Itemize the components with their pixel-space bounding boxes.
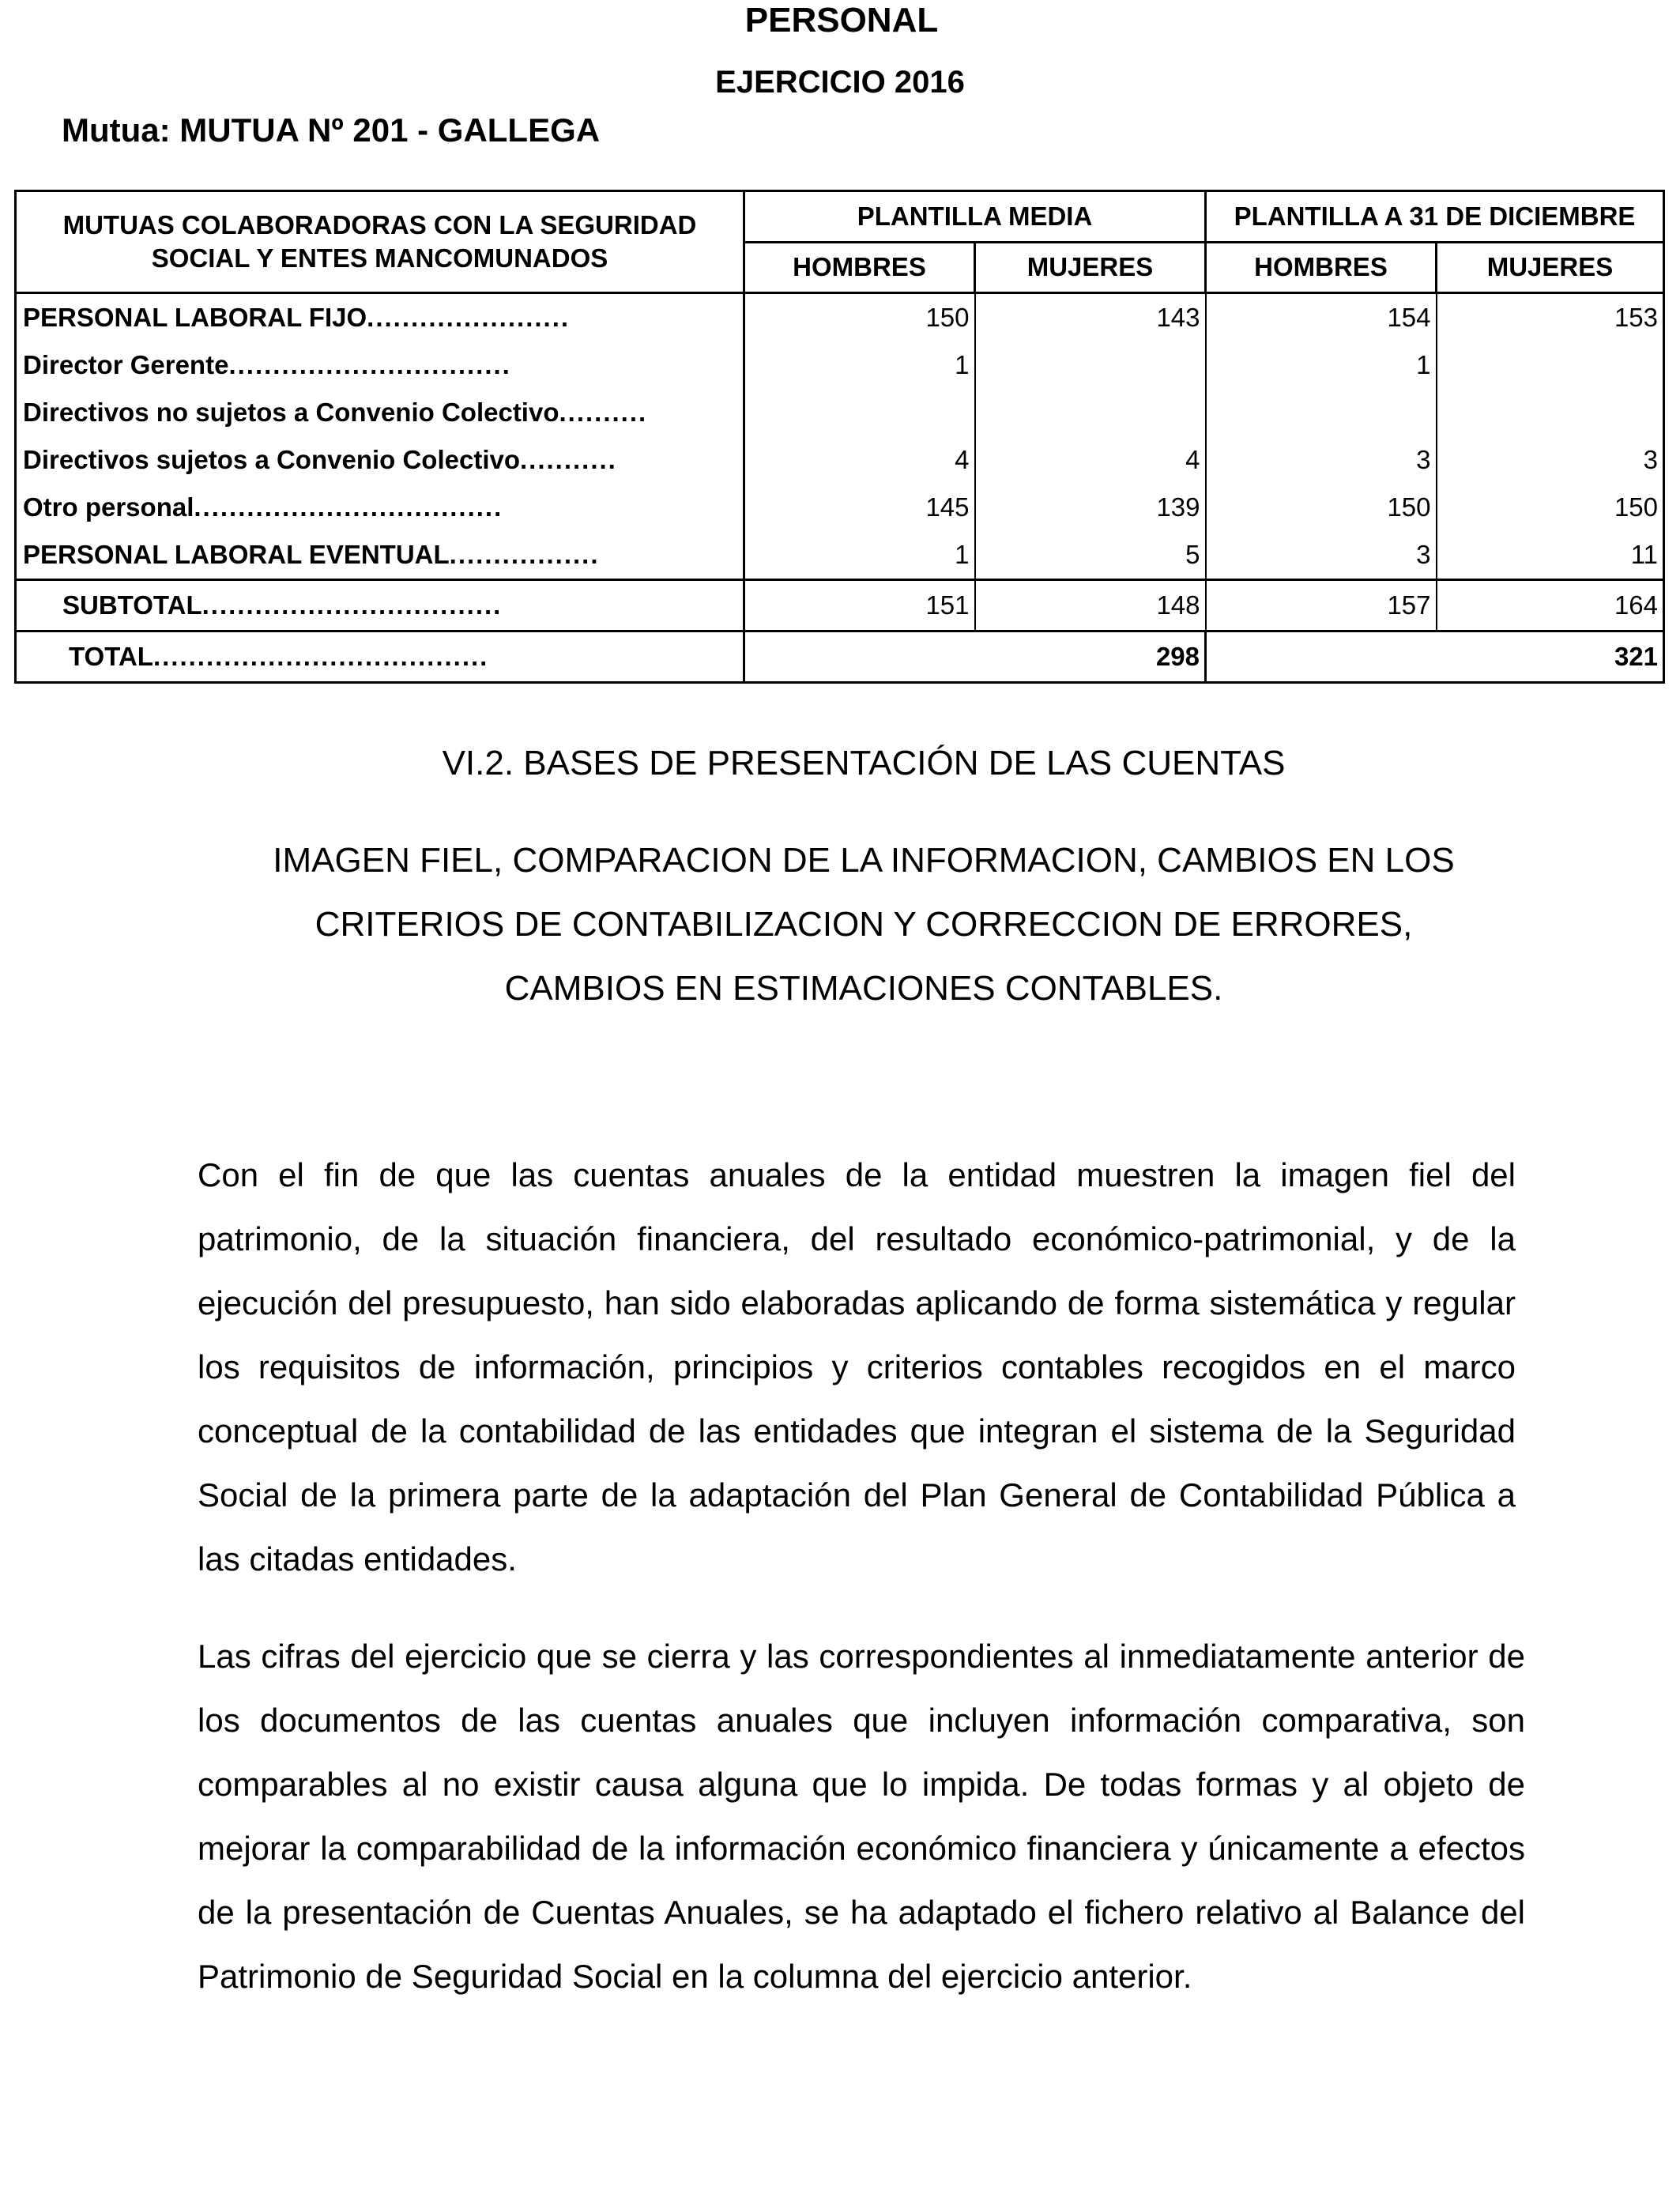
leader-dots: .......... (559, 398, 648, 427)
cell-media-hombres: 150 (744, 293, 975, 342)
cell-media-hombres: 4 (744, 436, 975, 484)
cell-media-mujeres: 143 (975, 293, 1206, 342)
cell-dic-hombres: 3 (1206, 531, 1437, 580)
cell-dic-hombres: 3 (1206, 436, 1437, 484)
subtotal-media-hombres: 151 (744, 580, 975, 631)
subtotal-row (16, 580, 1664, 631)
personal-table (14, 190, 1665, 684)
leader-dots: .................................. (202, 590, 503, 620)
paragraph-comparacion: Las cifras del ejercicio que se cierra y las correspondientes al inmediatamente anterior de los documentos de las cuentas anuales que incluyen información comparativa, son comparables al no existir causa alguna que lo impida. De todas formas y al objeto de mejorar la comparabilidad de la información económico financiera y únicamente a efectos de la presentación de Cuentas Anuales, se ha adaptado el fichero relativo al Balance del Patrimonio de Seguridad Social en la columna del ejercicio anterior. (198, 1638, 1525, 1995)
total-label: TOTAL (69, 642, 153, 671)
paragraph-imagen-fiel: Con el fin de que las cuentas anuales de la entidad muestren la imagen fiel del patrimonio, de la situación financiera, del resultado económico-patrimonial, y de la ejecución del presupuesto, han sido elaboradas aplicando de forma sistemática y regular los requisitos de información, principios y criterios contables recogidos en el marco conceptual de la contabilidad de las entidades que integran el sistema de la Seguridad Social de la primera parte de la adaptación del Plan General de Contabilidad Pública a las citadas entidades. (198, 1156, 1516, 1578)
fiscal-year: EJERCICIO 2016 (715, 65, 965, 100)
table-row (16, 389, 1664, 436)
page-title: PERSONAL (744, 1, 939, 40)
cell-dic-mujeres (1437, 341, 1664, 389)
row-label: Otro personal (23, 492, 194, 522)
cell-dic-mujeres (1437, 389, 1664, 436)
mutua-name: Mutua: MUTUA Nº 201 - GALLEGA (62, 111, 601, 149)
section-title: VI.2. BASES DE PRESENTACIÓN DE LAS CUENTAS (442, 744, 1286, 782)
table-row (16, 531, 1664, 580)
row-label: Director Gerente (23, 350, 229, 379)
leader-dots: ................................... (194, 492, 503, 522)
leader-dots: ................. (449, 540, 600, 569)
subtitle-line: IMAGEN FIEL, COMPARACION DE LA INFORMACION, CAMBIOS EN LOS (273, 841, 1455, 880)
subtitle-line: CAMBIOS EN ESTIMACIONES CONTABLES. (504, 969, 1223, 1008)
total-row (16, 631, 1664, 683)
header-dic-mujeres: MUJERES (1437, 242, 1664, 293)
cell-media-hombres: 1 (744, 531, 975, 580)
leader-dots: ...................................... (153, 642, 489, 671)
cell-media-mujeres: 5 (975, 531, 1206, 580)
cell-dic-hombres: 150 (1206, 484, 1437, 531)
cell-media-mujeres (975, 341, 1206, 389)
cell-media-hombres: 1 (744, 341, 975, 389)
cell-dic-mujeres: 11 (1437, 531, 1664, 580)
header-dic-hombres: HOMBRES (1206, 242, 1437, 293)
subtitle-line: CRITERIOS DE CONTABILIZACION Y CORRECCION DE ERRORES, (315, 905, 1413, 944)
row-label: Directivos no sujetos a Convenio Colectivo (23, 398, 559, 427)
section-subtitle (158, 828, 1546, 1020)
table-row (16, 341, 1664, 389)
header-media-hombres: HOMBRES (744, 242, 975, 293)
total-media: 298 (744, 631, 1206, 683)
subtotal-dic-hombres: 157 (1206, 580, 1437, 631)
cell-dic-hombres: 154 (1206, 293, 1437, 342)
cell-dic-mujeres: 3 (1437, 436, 1664, 484)
header-plantilla-media: PLANTILLA MEDIA (744, 191, 1206, 243)
table-row (16, 436, 1664, 484)
subtotal-media-mujeres: 148 (975, 580, 1206, 631)
cell-media-mujeres: 139 (975, 484, 1206, 531)
cell-dic-mujeres: 153 (1437, 293, 1664, 342)
cell-media-mujeres (975, 389, 1206, 436)
subtotal-label: SUBTOTAL (62, 590, 202, 620)
leader-dots: ........... (520, 445, 617, 474)
row-label: PERSONAL LABORAL FIJO (23, 303, 367, 332)
row-label: Directivos sujetos a Convenio Colectivo (23, 445, 520, 474)
header-plantilla-diciembre: PLANTILLA A 31 DE DICIEMBRE (1206, 191, 1664, 243)
cell-dic-hombres (1206, 389, 1437, 436)
cell-dic-mujeres: 150 (1437, 484, 1664, 531)
leader-dots: ....................... (367, 303, 571, 332)
header-media-mujeres: MUJERES (975, 242, 1206, 293)
leader-dots: ................................ (228, 350, 511, 379)
total-diciembre: 321 (1206, 631, 1664, 683)
row-label: PERSONAL LABORAL EVENTUAL (23, 540, 450, 569)
table-row (16, 293, 1664, 342)
table-row (16, 484, 1664, 531)
cell-media-mujeres: 4 (975, 436, 1206, 484)
subtotal-dic-mujeres: 164 (1437, 580, 1664, 631)
cell-media-hombres: 145 (744, 484, 975, 531)
table-header-entity: MUTUAS COLABORADORAS CON LA SEGURIDAD SOCIAL Y ENTES MANCOMUNADOS (16, 191, 744, 293)
cell-dic-hombres: 1 (1206, 341, 1437, 389)
cell-media-hombres (744, 389, 975, 436)
